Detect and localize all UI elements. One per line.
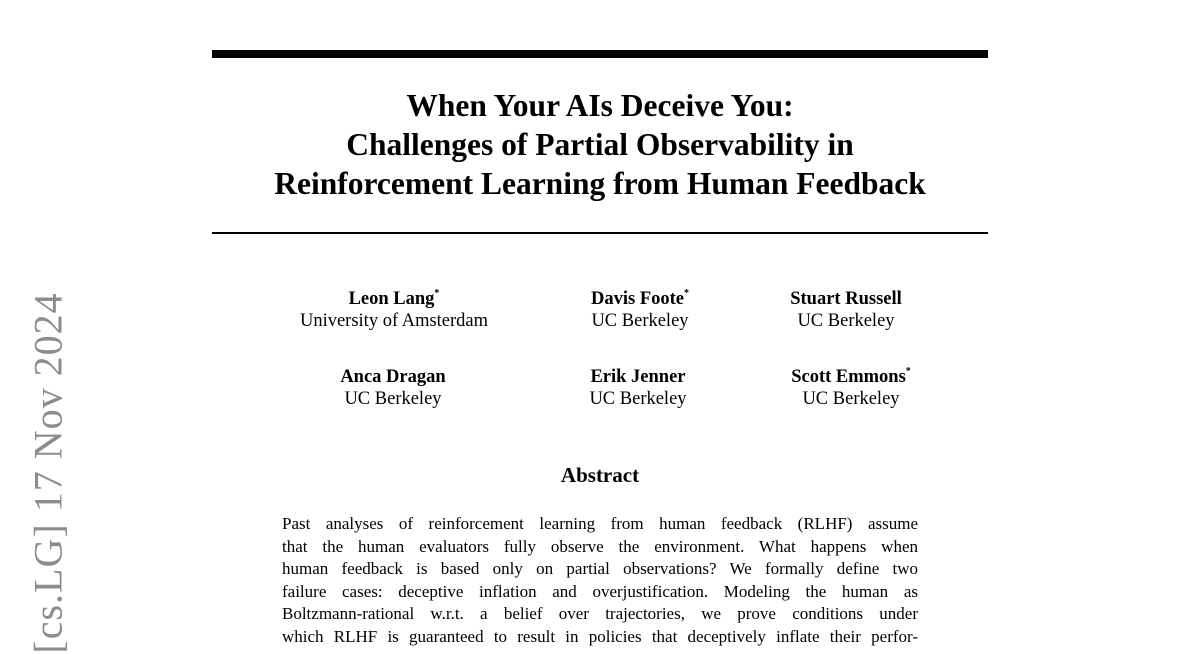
- title-line: Reinforcement Learning from Human Feedback: [274, 166, 926, 201]
- author-block: [263, 366, 523, 410]
- author-block: [721, 366, 981, 410]
- author-affiliation: UC Berkeley: [344, 389, 442, 409]
- author-block: [716, 288, 976, 332]
- abstract-line: Boltzmann-rational w.r.t. a belief over trajectories, we prove conditions under: [282, 604, 918, 624]
- abstract-line: that the human evaluators fully observe the environment. What happens when: [282, 536, 918, 556]
- abstract-heading: Abstract: [560, 463, 640, 487]
- author-name: Erik Jenner: [590, 367, 686, 387]
- author-name: Stuart Russell: [790, 289, 902, 309]
- author-block: [264, 288, 524, 332]
- title-line: Challenges of Partial Observability in: [346, 127, 854, 162]
- title-top-rule: [212, 50, 988, 58]
- abstract-line: human feedback is based only on partial observations? We formally define two: [282, 559, 918, 579]
- equal-contribution-mark: *: [905, 366, 911, 377]
- paper-title: [212, 86, 988, 203]
- title-line: When Your AIs Deceive You:: [406, 88, 794, 123]
- author-affiliation: UC Berkeley: [591, 311, 689, 331]
- abstract-body: [282, 513, 918, 649]
- abstract-line: Past analyses of reinforcement learning from human feedback (RLHF) assume: [282, 514, 918, 533]
- author-affiliation: UC Berkeley: [589, 389, 687, 409]
- author-affiliation: University of Amsterdam: [299, 311, 489, 331]
- author-affiliation: UC Berkeley: [797, 311, 895, 331]
- equal-contribution-mark: *: [434, 288, 440, 299]
- equal-contribution-mark: *: [684, 288, 689, 299]
- abstract-line: which RLHF is guaranteed to result in policies that deceptively inflate their perfor-: [282, 626, 918, 646]
- author-name: Anca Dragan: [340, 367, 446, 387]
- author-name: Davis Foote*: [591, 288, 689, 309]
- arxiv-stamp: [cs.LG] 17 Nov 2024: [25, 292, 71, 654]
- title-bottom-rule: [212, 232, 988, 234]
- author-name: Scott Emmons*: [791, 366, 911, 387]
- author-name: Leon Lang*: [348, 288, 440, 309]
- author-affiliation: UC Berkeley: [802, 389, 900, 409]
- abstract-line: failure cases: deceptive inflation and overjustification. Modeling the human as: [282, 581, 918, 601]
